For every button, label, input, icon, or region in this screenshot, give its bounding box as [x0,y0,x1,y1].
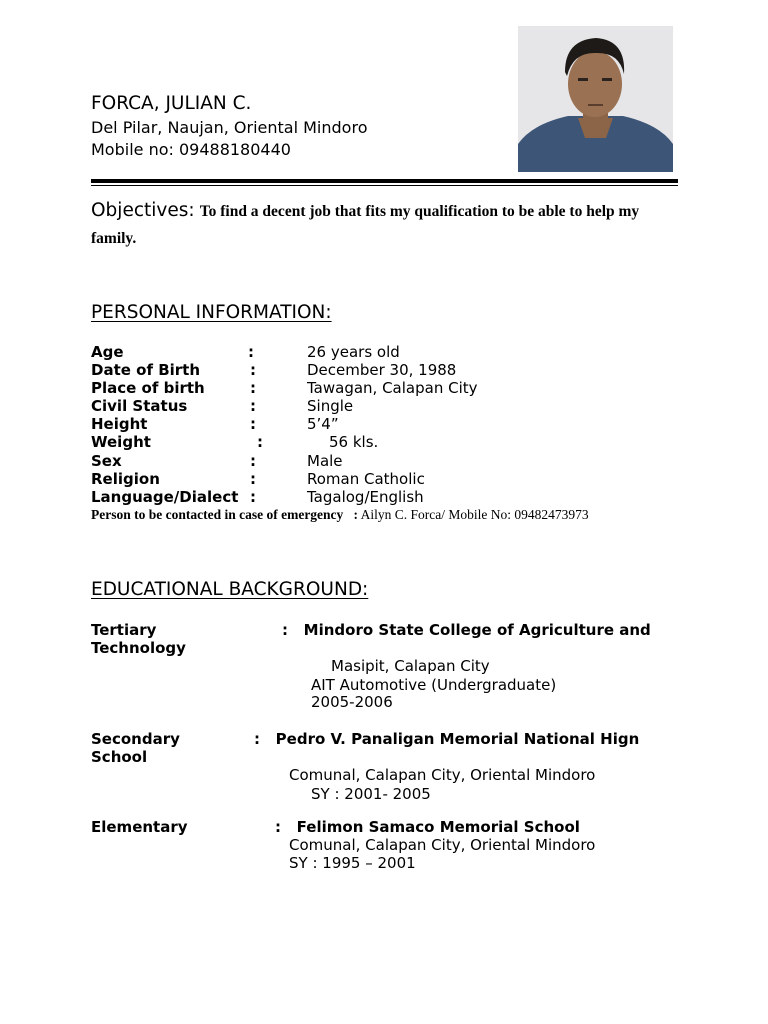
secondary-school: : Pedro V. Panaligan Memorial National Hign [254,730,640,748]
applicant-mobile: Mobile no: 09488180440 [91,140,291,159]
info-value-religion: Roman Catholic [307,470,425,488]
info-value-birthplace: Tawagan, Calapan City [307,379,478,397]
info-value-weight: 56 kls. [329,433,379,451]
emergency-label: Person to be contacted in case of emergency [91,507,344,522]
info-value-height: 5’4” [307,415,339,433]
tertiary-years: 2005-2006 [311,693,393,711]
applicant-name: FORCA, JULIAN C. [91,93,252,114]
applicant-address: Del Pilar, Naujan, Oriental Mindoro [91,118,368,137]
emergency-value: Ailyn C. Forca/ Mobile No: 09482473973 [360,507,589,522]
tertiary-label: Tertiary Technology [91,621,186,657]
info-label-height: Height [91,415,148,433]
tertiary-location: Masipit, Calapan City [331,657,490,675]
applicant-photo [518,26,673,172]
objective-label: Objectives: [91,200,195,221]
tertiary-school: : Mindoro State College of Agriculture and [282,621,651,639]
info-label-dob: Date of Birth [91,361,201,379]
info-colon: : [250,415,256,433]
elementary-label: Elementary [91,818,188,836]
personal-info-heading: PERSONAL INFORMATION: [91,302,332,323]
info-colon: : [250,379,256,397]
info-value-dob: December 30, 1988 [307,361,457,379]
info-value-age: 26 years old [307,343,400,361]
info-colon: : [248,343,254,361]
info-colon: : [250,361,256,379]
tertiary-course: AIT Automotive (Undergraduate) [311,676,557,694]
info-colon: : [250,488,256,506]
info-value-sex: Male [307,452,343,470]
elementary-location: Comunal, Calapan City, Oriental Mindoro [289,836,596,854]
info-colon: : [250,452,256,470]
objective-text: To find a decent job that fits my qualification to be able to help my family. [91,203,640,247]
objective-block [91,198,676,252]
secondary-location: Comunal, Calapan City, Oriental Mindoro [289,766,596,784]
info-colon: : [257,433,263,451]
education-heading: EDUCATIONAL BACKGROUND: [91,579,369,600]
info-label-birthplace: Place of birth [91,379,205,397]
info-label-sex: Sex [91,452,122,470]
info-label-weight: Weight [91,433,151,451]
info-label-language: Language/Dialect [91,488,239,506]
header-divider-thin [91,185,678,186]
portrait-illustration [518,26,673,172]
info-colon: : [250,397,256,415]
info-label-religion: Religion [91,470,160,488]
info-value-civil-status: Single [307,397,354,415]
elementary-school: : Felimon Samaco Memorial School [275,818,580,836]
info-label-age: Age [91,343,124,361]
secondary-label: Secondary School [91,730,180,766]
info-colon: : [250,470,256,488]
header-divider-thick [91,179,678,183]
info-value-language: Tagalog/English [307,488,424,506]
emergency-contact: Person to be contacted in case of emergency : Ailyn C. Forca/ Mobile No: 09482473973 [91,507,589,522]
info-label-civil-status: Civil Status [91,397,188,415]
elementary-years: SY : 1995 – 2001 [289,854,416,872]
secondary-years: SY : 2001- 2005 [311,785,431,803]
